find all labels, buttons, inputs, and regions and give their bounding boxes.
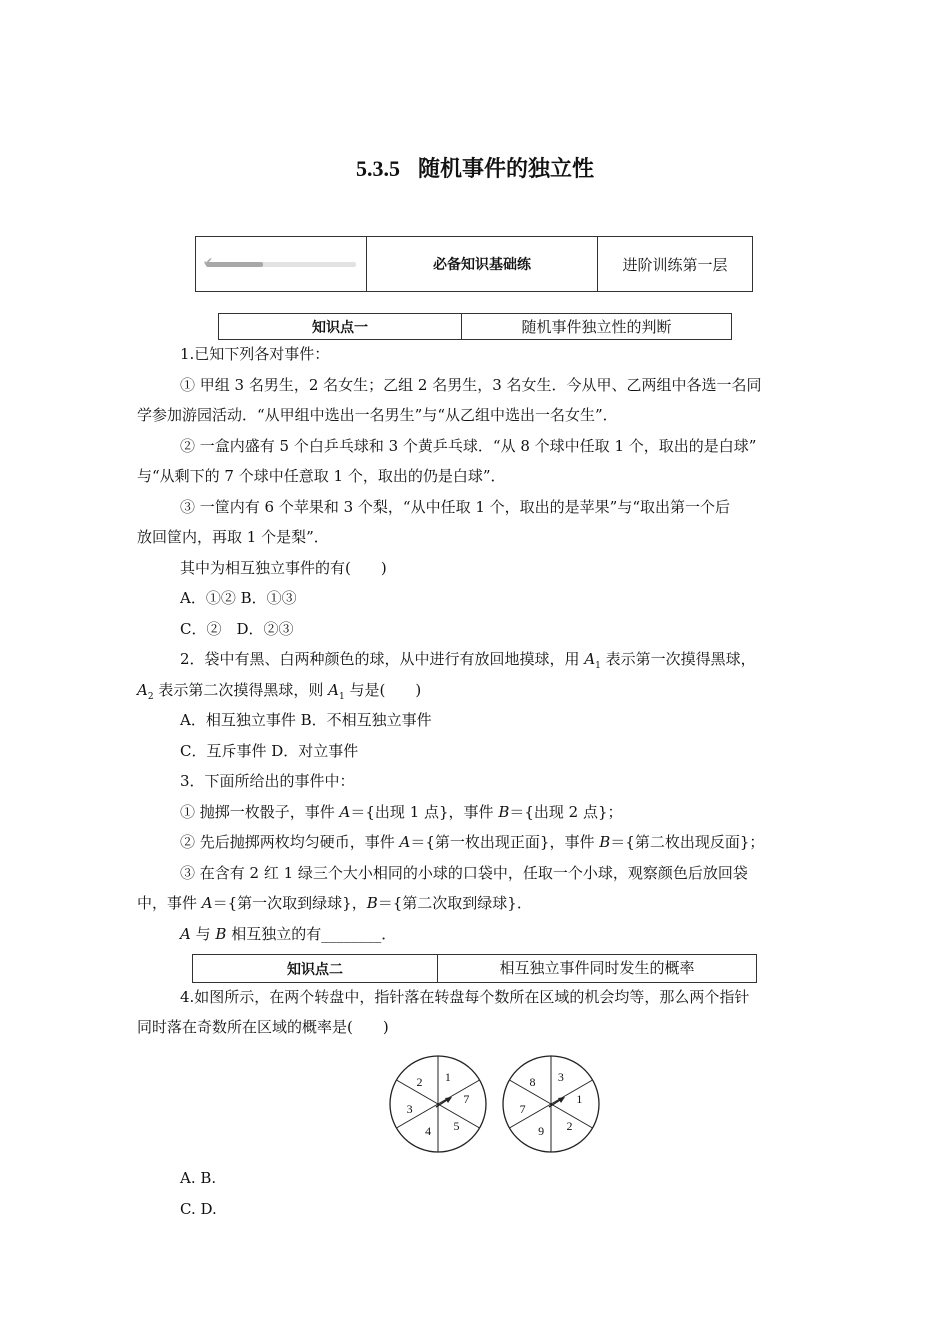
q2-line1: 2．袋中有黑、白两种颜色的球，从中进行有放回地摸球，用 $A_1$ 表示第一次摸得黑球，	[180, 650, 756, 671]
q1-ask: 其中为相互独立事件的有( )	[180, 559, 387, 577]
spinner-number: 9	[538, 1124, 545, 1139]
spinner-number: 5	[453, 1119, 460, 1134]
q1-options-cd: C．② D．②③	[180, 620, 294, 638]
spinner-number: 2	[416, 1074, 423, 1089]
q3-stem: 3．下面所给出的事件中：	[180, 772, 355, 790]
progress-bar	[203, 254, 356, 269]
progress-cell	[196, 237, 367, 291]
spinners-figure	[385, 1054, 607, 1156]
knowledge-point-1	[218, 313, 732, 340]
spinner-number: 7	[519, 1102, 526, 1117]
spinner-number: 1	[576, 1091, 583, 1106]
q4-line2: 同时落在奇数所在区域的概率是( )	[137, 1018, 389, 1036]
q1-item1-line1: ① 甲组 3 名男生，2 名女生；乙组 2 名男生，3 名女生．今从甲、乙两组中各选一名同	[180, 376, 762, 394]
section-number: 5.3.5	[355, 156, 400, 181]
q4-options-ab: A. B.	[180, 1169, 217, 1187]
spinner-right	[503, 1056, 599, 1152]
q3-ask: A 与 B 相互独立的有________．	[180, 925, 397, 943]
knowledge-point-2	[192, 954, 757, 983]
checkmark-icon: ✔	[203, 254, 214, 269]
spinner-number: 8	[529, 1074, 536, 1089]
banner-right: 进阶训练第一层	[622, 255, 728, 274]
q1-item1-line2: 学参加游园活动．“从甲组中选出一名男生”与“从乙组中选出一名女生”．	[137, 406, 618, 424]
kp2-topic: 相互独立事件同时发生的概率	[499, 959, 695, 977]
q2-line2: $A_2$ 表示第二次摸得黑球，则 $A_1$ 与是( )	[137, 681, 422, 702]
section-title: 随机事件的独立性	[417, 157, 594, 182]
q3-item2: ② 先后抛掷两枚均匀硬币，事件 A＝{第一枚出现正面}，事件 B＝{第二枚出现反面}；	[180, 833, 765, 851]
kp1-topic: 随机事件独立性的判断	[521, 318, 672, 336]
spinner-number: 2	[566, 1119, 573, 1134]
progress-fill	[206, 262, 263, 267]
page-title	[0, 152, 950, 183]
q1-options-ab: A．①② B．①③	[180, 589, 297, 607]
q3-item1: ① 抛掷一枚骰子，事件 A＝{出现 1 点}，事件 B＝{出现 2 点}；	[180, 803, 623, 821]
q1-item3-line2: 放回筐内，再取 1 个是梨”．	[137, 528, 329, 546]
kp2-label: 知识点二	[193, 955, 438, 982]
q4-options-cd: C. D.	[180, 1200, 217, 1218]
q1-item2-line2: 与“从剩下的 7 个球中任意取 1 个，取出的仍是白球”．	[137, 467, 506, 485]
q1-item3-line1: ③ 一筐内有 6 个苹果和 3 个梨，“从中任取 1 个，取出的是苹果”与“取出第一个后	[180, 498, 731, 516]
spinner-number: 3	[406, 1102, 413, 1117]
kp1-label: 知识点一	[219, 314, 462, 339]
spinner-left	[390, 1056, 486, 1152]
q1-stem: 1.已知下列各对事件：	[180, 345, 330, 363]
q3-item3-line2: 中，事件 A＝{第一次取到绿球}，B＝{第二次取到绿球}．	[137, 894, 532, 912]
banner-middle: 必备知识基础练	[367, 237, 598, 291]
spinner-number: 3	[557, 1069, 564, 1084]
spinner-number: 4	[425, 1124, 432, 1139]
spinner-number: 7	[463, 1091, 470, 1106]
q2-options-ab: A．相互独立事件 B．不相互独立事件	[180, 711, 432, 729]
q3-item3-line1: ③ 在含有 2 红 1 绿三个大小相同的小球的口袋中，任取一个小球，观察颜色后放回袋	[180, 864, 748, 882]
spinner-number: 1	[444, 1069, 451, 1084]
q2-options-cd: C．互斥事件 D．对立事件	[180, 742, 359, 760]
q4-line1: 4.如图所示，在两个转盘中，指针落在转盘每个数所在区域的机会均等，那么两个指针	[180, 988, 750, 1006]
practice-banner	[195, 236, 753, 292]
q1-item2-line1: ② 一盒内盛有 5 个白乒乓球和 3 个黄乒乓球．“从 8 个球中任取 1 个，取出的是白球”	[180, 437, 757, 455]
